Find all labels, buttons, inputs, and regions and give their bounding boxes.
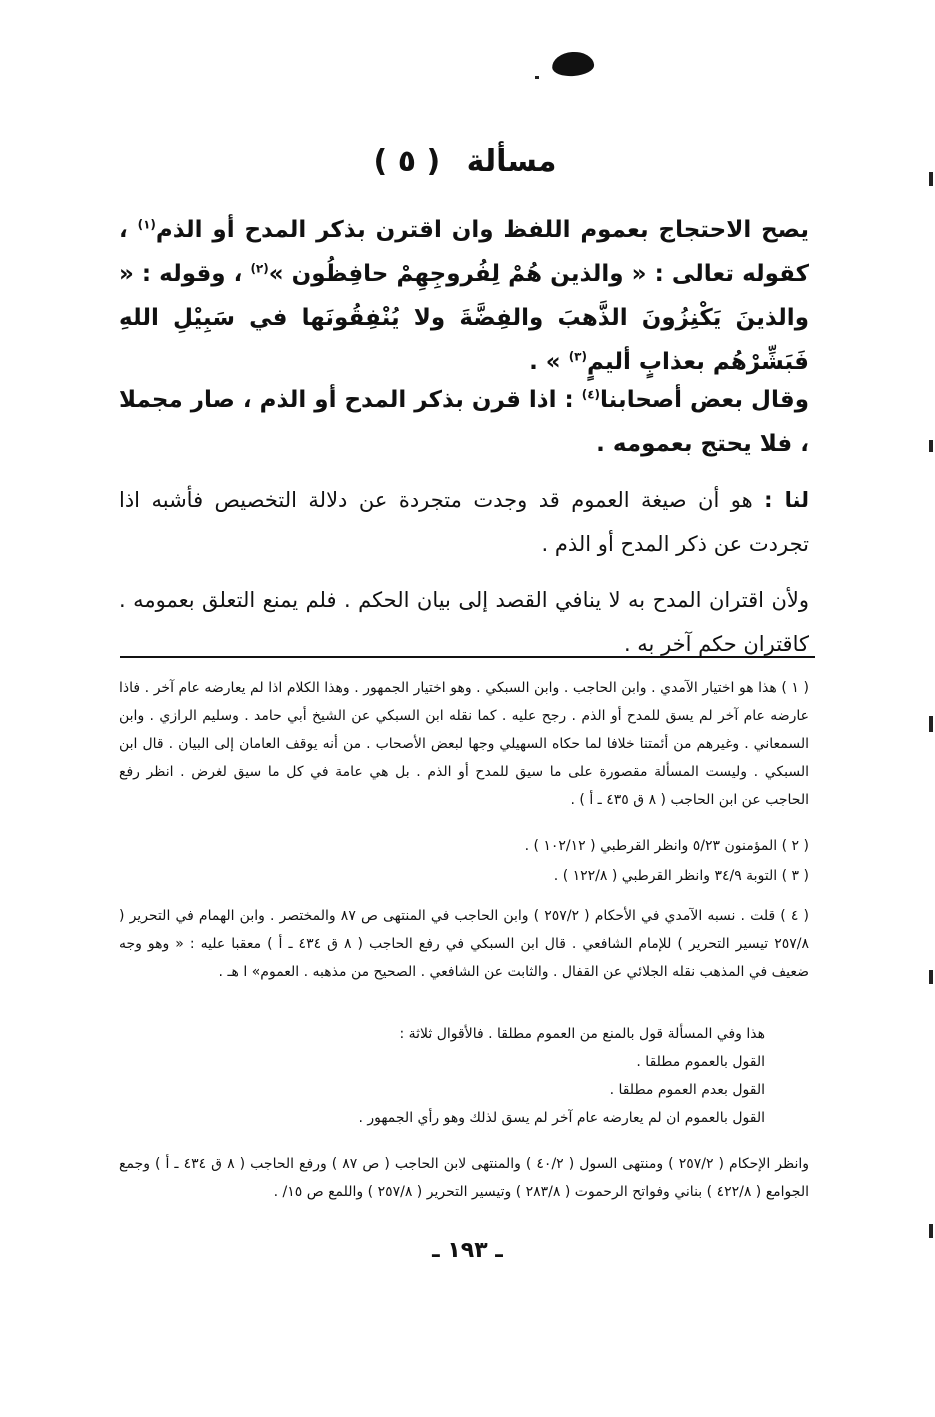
p3-text: هو أن صيغة العموم قد وجدت متجردة عن دلالة التخصيص فأشبه اذا تجردت عن ذكر المدح أو الذم . — [119, 488, 809, 556]
p1-text-a: يصح الاحتجاج بعموم اللفظ وان اقترن بذكر المدح أو الذم — [155, 217, 809, 243]
footnote-2: ( ٢ ) المؤمنون ٥/٢٣ وانظر القرطبي ( ١٠٢/١٢ ) . — [524, 838, 809, 854]
ink-dot — [535, 76, 539, 79]
p1-text-b: ، كقوله تعالى : « والذين هُمْ لِفُروجِهِمْ حافِظُون » — [119, 217, 809, 287]
p4-text: ولأن اقتران المدح به لا ينافي القصد إلى بيان الحكم . فلم يمنع التعلق بعمومه . كاقتران حكم آخر به . — [119, 588, 809, 656]
ink-ornament — [551, 51, 595, 78]
footnote-4-line: القول بالعموم مطلقا . — [636, 1054, 765, 1070]
section-heading — [300, 142, 630, 182]
footnote-4-line: القول بالعموم ان لم يعارضه عام آخر لم يسق لذلك وهو رأي الجمهور . — [358, 1110, 765, 1126]
footnote-divider — [120, 656, 815, 658]
footnote-4-references: وانظر الإحكام ( ٢٥٧/٢ ) ومنتهى السول ( ٤٠/٢ ) والمنتهى لابن الحاجب ( ص ٨٧ ) ورفع الحاجب ( ٨ ق ٤٣٤ ـ أ ) وجمع الجوامع ( ٤٢٢/٨ ) بناني وفواتح الرحموت ( ٢٨٣/٨ ) وتيسير التحرير ( ٢٥٧/٨ ) واللمع ص ١٥/ . — [119, 1156, 810, 1200]
p3-lead: لنا : — [764, 488, 809, 512]
paragraph-main-claim — [119, 208, 809, 384]
footnote-ref-3: (٣) — [568, 349, 587, 364]
scan-edge-mark — [929, 970, 933, 984]
heading-number: ( ٥ ) — [373, 144, 441, 179]
footnote-4: ( ٤ ) قلت . نسبه الآمدي في الأحكام ( ٢٥٧/٢ ) وابن الحاجب في المنتهى ص ٨٧ والمختصر . وابن الهمام في التحرير ( ٢٥٧/٨ تيسير التحرير ) للإمام الشافعي . قال ابن السبكي في رفع الحاجب ( ٨ ق ٤٣٤ ـ أ ) معقبا عليه : « وهو وجه ضعيف في المذهب نقله الجلائي عن القفال . والثابت عن الشافعي . الصحيح من مذهبه . العموم» ا هـ . — [119, 908, 809, 980]
scan-edge-mark — [929, 716, 933, 732]
footnote-ref-4: (٤) — [581, 387, 601, 402]
footnote-4-line: هذا وفي المسألة قول بالمنع من العموم مطلقا . فالأقوال ثلاثة : — [399, 1026, 765, 1042]
p2-text-b: : اذا قرن بذكر المدح أو الذم ، صار مجملا ، فلا يحتج بعمومه . — [119, 387, 809, 457]
footnote-1: ( ١ ) هذا هو اختيار الآمدي . وابن الحاجب . وابن السبكي . وهو اختيار الجمهور . وهذا الكلام اذا لم يعارضه عام آخر . فاذا عارضه عام آخر لم يسق للمدح أو الذم . رجح عليه . كما نقله ابن السبكي عن الشيخ أبي حامد . وسليم الرازي . وابن السمعاني . وغيرهم من أئمتنا خلافا لما حكاه السهيلي وجها لبعض الأصحاب . من أنه يوقف العامان إلى البيان . قال ابن السبكي . وليست المسألة مقصورة على ما سيق للمدح أو الذم . بل هي عامة في كل ما سيق لغرض . انظر رفع الحاجب عن ابن الحاجب ( ٨ ق ٤٣٥ ـ أ ) . — [119, 680, 809, 808]
footnote-ref-1: (١) — [137, 217, 156, 232]
heading-word: مسألة — [466, 144, 557, 179]
scan-edge-mark — [929, 1224, 933, 1238]
p2-text-a: وقال بعض أصحابنا — [600, 387, 809, 413]
p1-text-c: ، وقوله : « والذينَ يَكْنِزُونَ الذَّهبَ والفِضَّةَ ولا يُنْفِقُونَها في سَبِيْلِ اللهِ فَبَشِّرْهُم بعذابٍ أليمٍ — [119, 261, 809, 375]
paragraph-opposing-view — [119, 378, 809, 466]
paragraph-second-argument — [119, 578, 809, 666]
page-number: ـ ١٩٣ ـ — [432, 1238, 503, 1263]
scan-edge-mark — [929, 440, 933, 452]
paragraph-argument — [119, 478, 809, 566]
footnote-3: ( ٣ ) التوبة ٣٤/٩ وانظر القرطبي ( ١٢٢/٨ ) . — [553, 868, 809, 884]
footnote-4-line: القول بعدم العموم مطلقا . — [609, 1082, 765, 1098]
scan-edge-mark — [929, 172, 933, 186]
footnote-4-list — [115, 1020, 765, 1132]
footnote-ref-2: (٢) — [250, 261, 269, 276]
p1-text-d: » . — [529, 349, 561, 375]
